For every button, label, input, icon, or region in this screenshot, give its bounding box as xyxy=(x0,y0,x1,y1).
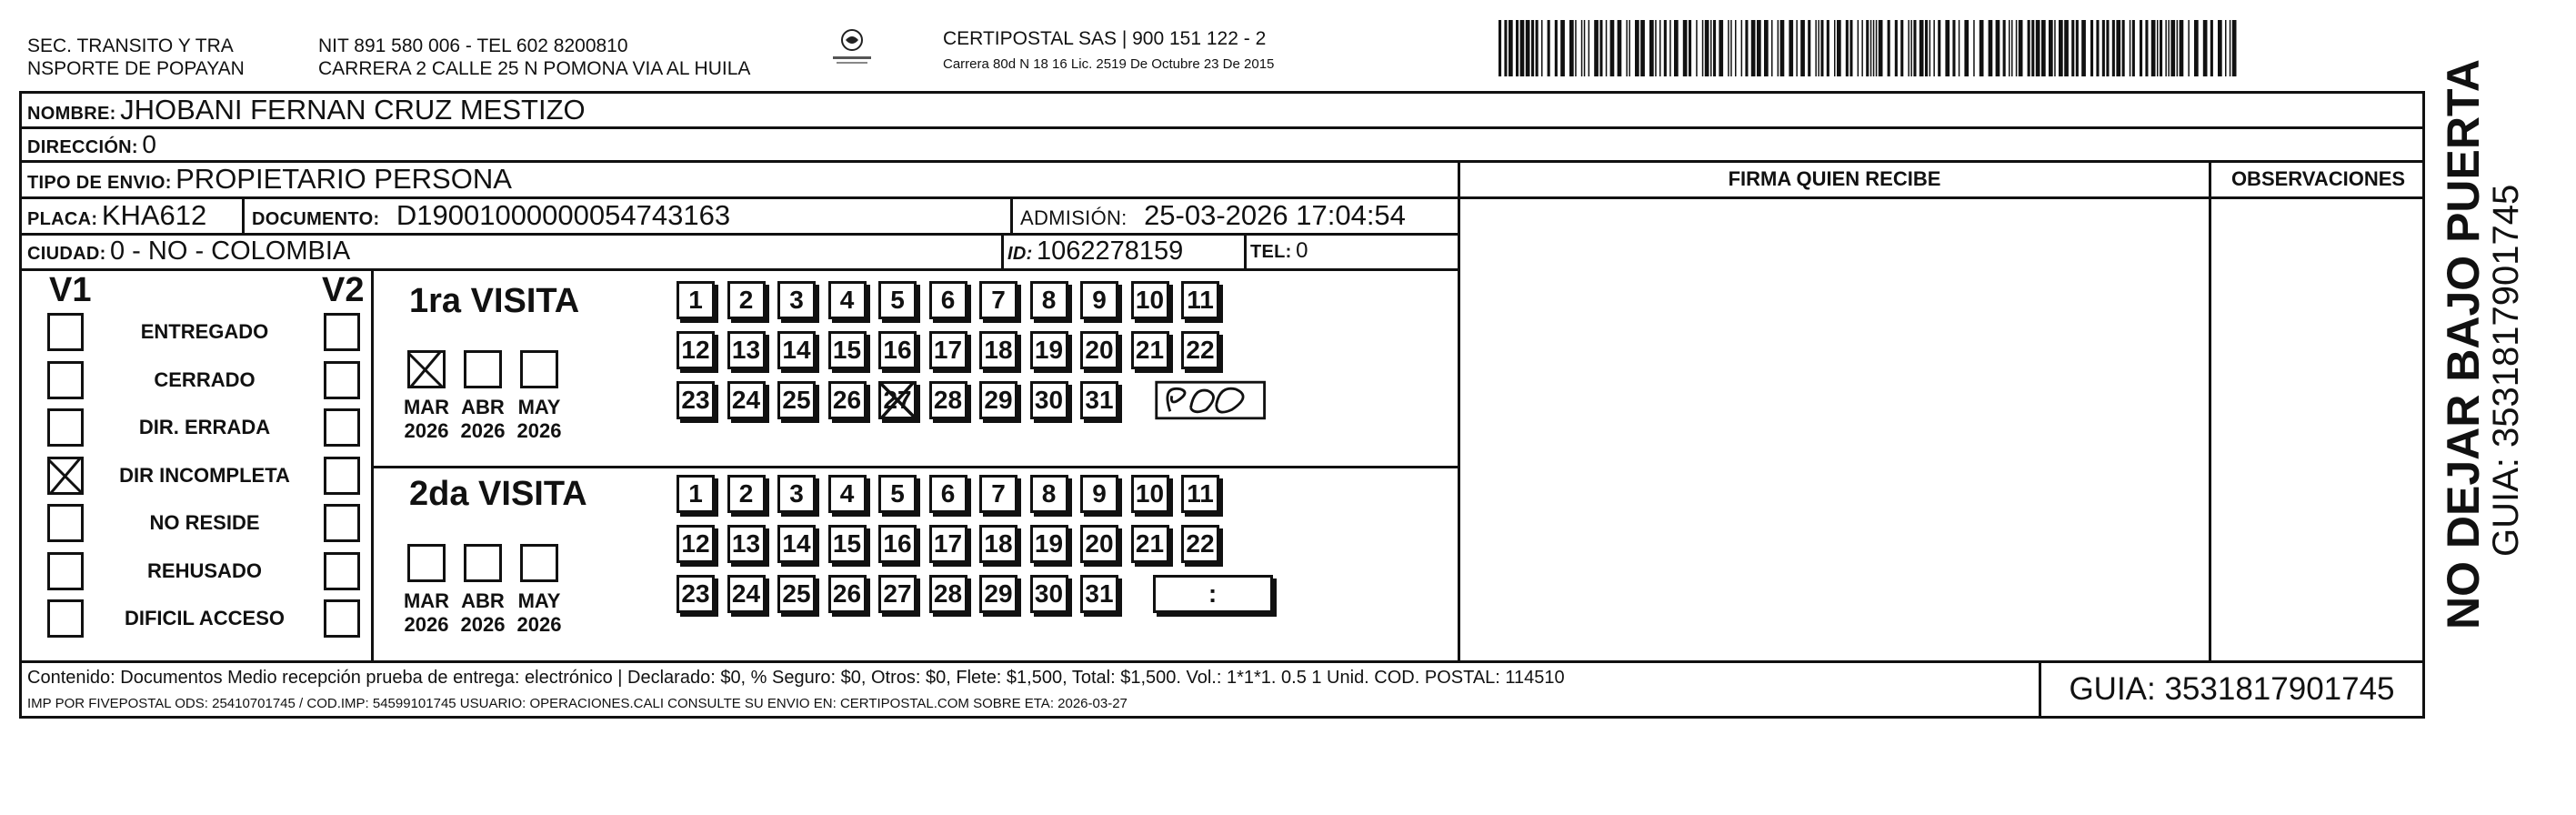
v2-checkbox-cerrado[interactable] xyxy=(324,361,360,399)
visit2-day-30[interactable]: 30 xyxy=(1030,575,1068,613)
visit1-day-16[interactable]: 16 xyxy=(878,331,917,369)
visit1-day-17[interactable]: 17 xyxy=(929,331,967,369)
barcode-bar xyxy=(1789,20,1793,76)
visit2-month-mar-checkbox[interactable] xyxy=(407,544,446,582)
barcode-bar xyxy=(2203,20,2208,76)
v1-checkbox-rehusado[interactable] xyxy=(47,552,84,590)
visit2-month-abr-label xyxy=(455,589,511,637)
status-label-entregado: ENTREGADO xyxy=(140,320,269,343)
visit2-day-26[interactable]: 26 xyxy=(828,575,867,613)
barcode-bar xyxy=(1858,20,1859,76)
visit1-month-abr-checkbox[interactable] xyxy=(464,350,502,388)
barcode-bar xyxy=(1629,20,1630,76)
barcode-bar xyxy=(1735,20,1737,76)
barcode-bar xyxy=(2225,20,2227,76)
barcode-bar xyxy=(2168,20,2170,76)
barcode-bar xyxy=(2031,20,2034,76)
barcode-bar xyxy=(1689,20,1691,76)
status-label-dir-incompleta: DIR INCOMPLETA xyxy=(119,463,290,487)
barcode-bar xyxy=(2116,20,2120,76)
ciudad-value: 0 - NO - COLOMBIA xyxy=(110,236,351,266)
visit2-day-15[interactable]: 15 xyxy=(828,525,867,563)
month-name: MAY xyxy=(517,396,561,418)
barcode-bar xyxy=(1719,20,1723,76)
barcode-bar xyxy=(1702,20,1704,76)
barcode-bar xyxy=(1713,20,1716,76)
barcode-bar xyxy=(1827,20,1829,76)
barcode-bar xyxy=(2232,20,2237,76)
barcode-bar xyxy=(1741,20,1743,76)
barcode-bar xyxy=(2071,20,2074,76)
visit2-day-14[interactable]: 14 xyxy=(777,525,816,563)
admision-label: ADMISIÓN: xyxy=(1020,206,1128,229)
visit1-day-4[interactable]: 4 xyxy=(828,281,867,319)
guia-number-box: GUIA: 3531817901745 xyxy=(2039,660,2425,719)
v1-checkbox-entregado[interactable] xyxy=(47,313,84,351)
tel-field xyxy=(1250,235,1308,270)
barcode-bar xyxy=(1879,20,1883,76)
barcode-bar xyxy=(2096,20,2099,76)
tipo-envio-value: PROPIETARIO PERSONA xyxy=(175,163,512,195)
firma-header: FIRMA QUIEN RECIBE xyxy=(1728,167,1941,190)
barcode-bar xyxy=(1560,20,1565,76)
id-label: ID: xyxy=(1007,244,1033,264)
barcode-bar xyxy=(1888,20,1890,76)
barcode-bar xyxy=(1800,20,1805,76)
visit2-day-6[interactable]: 6 xyxy=(929,475,967,513)
barcode-bar xyxy=(1730,20,1732,76)
visit1-day-10[interactable]: 10 xyxy=(1131,281,1169,319)
tel-value: 0 xyxy=(1296,238,1308,263)
v1-checkbox-dir-incompleta[interactable] xyxy=(47,457,84,495)
month-name: MAR xyxy=(403,589,450,612)
barcode-bar xyxy=(1919,20,1924,76)
visit2-day-16[interactable]: 16 xyxy=(878,525,917,563)
v2-checkbox-entregado[interactable] xyxy=(324,313,360,351)
barcode-bar xyxy=(1599,20,1602,76)
barcode-bar xyxy=(1498,20,1501,76)
visit1-day-31[interactable]: 31 xyxy=(1080,381,1118,419)
visit2-time-box[interactable]: : xyxy=(1153,575,1273,613)
barcode-bar xyxy=(2188,20,2190,76)
barcode-bar xyxy=(2003,20,2006,76)
visit2-day-9[interactable]: 9 xyxy=(1080,475,1118,513)
barcode-bar xyxy=(1635,20,1639,76)
barcode-bar xyxy=(1820,20,1823,76)
barcode-bar xyxy=(1973,20,1975,76)
visit2-day-19[interactable]: 19 xyxy=(1030,525,1068,563)
visit2-day-7[interactable]: 7 xyxy=(979,475,1017,513)
barcode-bar xyxy=(1873,20,1875,76)
barcode-bar xyxy=(2028,20,2030,76)
nombre-field xyxy=(27,94,586,132)
documento-field xyxy=(252,199,730,237)
barcode xyxy=(1498,20,2240,76)
barcode-bar xyxy=(1861,20,1862,76)
barcode-bar xyxy=(1900,20,1903,76)
barcode-bar xyxy=(1866,20,1869,76)
admision-field xyxy=(1020,199,1406,237)
barcode-bar xyxy=(2218,20,2222,76)
barcode-bar xyxy=(2102,20,2105,76)
month-name: ABR xyxy=(461,396,505,418)
visit1-month-mar-checkbox[interactable] xyxy=(407,350,446,388)
barcode-bar xyxy=(1910,20,1912,76)
barcode-bar xyxy=(2130,20,2131,76)
barcode-bar xyxy=(2036,20,2040,76)
barcode-bar xyxy=(2165,20,2167,76)
barcode-bar xyxy=(1575,20,1577,76)
visit2-day-5[interactable]: 5 xyxy=(878,475,917,513)
barcode-bar xyxy=(1796,20,1798,76)
visit2-day-22[interactable]: 22 xyxy=(1181,525,1219,563)
status-label-rehusado: REHUSADO xyxy=(147,558,262,582)
visit1-day-3[interactable]: 3 xyxy=(777,281,816,319)
visit2-day-20[interactable]: 20 xyxy=(1080,525,1118,563)
visit1-day-23[interactable]: 23 xyxy=(677,381,715,419)
sender-name xyxy=(27,35,245,80)
barcode-bar xyxy=(1541,20,1543,76)
barcode-bar xyxy=(1728,20,1729,76)
barcode-bar xyxy=(2090,20,2093,76)
barcode-bar xyxy=(2059,20,2063,76)
barcode-bar xyxy=(2145,20,2148,76)
visit1-day-30[interactable]: 30 xyxy=(1030,381,1068,419)
month-name: MAR xyxy=(403,396,450,418)
visit2-day-28[interactable]: 28 xyxy=(929,575,967,613)
barcode-bar xyxy=(1945,20,1950,76)
barcode-bar xyxy=(2049,20,2053,76)
visit2-day-13[interactable]: 13 xyxy=(727,525,766,563)
barcode-bar xyxy=(1683,20,1688,76)
footer-print-info: IMP POR FIVEPOSTAL ODS: 25410701745 / COD.IMP: 54599101745 USUARIO: OPERACIONES.CALI CONSULTE SU ENVIO EN: CERTIPOSTAL.COM SOBRE ETA: 2026-03-27 xyxy=(27,696,1128,711)
barcode-bar xyxy=(2157,20,2159,76)
visit1-title: 1ra VISITA xyxy=(409,282,580,320)
nombre-value: JHOBANI FERNAN CRUZ MESTIZO xyxy=(120,94,586,126)
barcode-bar xyxy=(2180,20,2184,76)
barcode-bar xyxy=(1771,20,1773,76)
barcode-bar xyxy=(1669,20,1671,76)
barcode-bar xyxy=(1980,20,1984,76)
placa-field xyxy=(27,199,206,237)
barcode-bar xyxy=(1778,20,1779,76)
month-year: 2026 xyxy=(516,419,562,442)
visit1-day-12[interactable]: 12 xyxy=(677,331,715,369)
no-dejar-warning: NO DEJAR BAJO PUERTA xyxy=(2438,59,2489,629)
barcode-bar xyxy=(2016,20,2018,76)
month-year: 2026 xyxy=(516,613,562,636)
barcode-bar xyxy=(1516,20,1519,76)
barcode-bar xyxy=(2177,20,2179,76)
barcode-bar xyxy=(1610,20,1615,76)
v2-label: V2 xyxy=(322,271,365,309)
ciudad-field xyxy=(27,235,350,272)
barcode-bar xyxy=(1526,20,1530,76)
v2-checkbox-rehusado[interactable] xyxy=(324,552,360,590)
barcode-bar xyxy=(2011,20,2013,76)
visit2-day-27[interactable]: 27 xyxy=(878,575,917,613)
id-value: 1062278159 xyxy=(1037,236,1184,266)
barcode-bar xyxy=(2210,20,2213,76)
barcode-bar xyxy=(2170,20,2175,76)
barcode-bar xyxy=(2041,20,2046,76)
barcode-bar xyxy=(2112,20,2115,76)
barcode-bar xyxy=(1509,20,1513,76)
v1-checkbox-cerrado[interactable] xyxy=(47,361,84,399)
admision-value: 25-03-2026 17:04:54 xyxy=(1144,199,1406,231)
barcode-bar xyxy=(1745,20,1748,76)
ciudad-label: CIUDAD: xyxy=(27,244,106,264)
barcode-bar xyxy=(2064,20,2069,76)
status-label-dir-errada: DIR. ERRADA xyxy=(138,416,271,438)
barcode-bar xyxy=(1913,20,1916,76)
barcode-bar xyxy=(1952,20,1955,76)
barcode-bar xyxy=(2140,20,2142,76)
visit2-month-may-label xyxy=(511,589,567,637)
visit2-day-4[interactable]: 4 xyxy=(828,475,867,513)
barcode-bar xyxy=(1808,20,1810,76)
visit1-day-21[interactable]: 21 xyxy=(1131,331,1169,369)
barcode-bar xyxy=(1640,20,1645,76)
barcode-bar xyxy=(1959,20,1960,76)
visit2-day-12[interactable]: 12 xyxy=(677,525,715,563)
barcode-bar xyxy=(1659,20,1661,76)
barcode-bar xyxy=(1581,20,1583,76)
visit2-month-may-checkbox[interactable] xyxy=(520,544,558,582)
v2-checkbox-dir-incompleta[interactable] xyxy=(324,457,360,495)
visit1-day-15[interactable]: 15 xyxy=(828,331,867,369)
v2-checkbox-dir-errada[interactable] xyxy=(324,408,360,447)
tipo-envio-label: TIPO DE ENVIO: xyxy=(27,173,172,193)
month-year: 2026 xyxy=(404,613,449,636)
visit1-month-may-checkbox[interactable] xyxy=(520,350,558,388)
nombre-label: NOMBRE: xyxy=(27,104,116,124)
month-name: MAY xyxy=(517,589,561,612)
v1-checkbox-dificil-acceso[interactable] xyxy=(47,599,84,638)
barcode-bar xyxy=(1938,20,1940,76)
barcode-bar xyxy=(1655,20,1657,76)
barcode-bar xyxy=(1589,20,1590,76)
status-label-no-reside: NO RESIDE xyxy=(149,511,260,534)
visit1-day-27[interactable]: 27 xyxy=(878,381,917,419)
visit1-day-28[interactable]: 28 xyxy=(929,381,967,419)
barcode-bar xyxy=(2151,20,2156,76)
barcode-bar xyxy=(1818,20,1819,76)
barcode-bar xyxy=(2132,20,2135,76)
barcode-bar xyxy=(1626,20,1628,76)
sender-line-1: SEC. TRANSITO Y TRA xyxy=(27,35,234,56)
tel-label: TEL: xyxy=(1250,242,1292,262)
barcode-bar xyxy=(1780,20,1785,76)
barcode-bar xyxy=(1876,20,1878,76)
direccion-label: DIRECCIÓN: xyxy=(27,137,138,157)
month-year: 2026 xyxy=(460,613,506,636)
visit1-day-9[interactable]: 9 xyxy=(1080,281,1118,319)
visit2-day-11[interactable]: 11 xyxy=(1181,475,1219,513)
visit2-day-21[interactable]: 21 xyxy=(1131,525,1169,563)
barcode-bar xyxy=(1649,20,1654,76)
barcode-bar xyxy=(1815,20,1817,76)
footer-contents: Contenido: Documentos Medio recepción prueba de entrega: electrónico | Declarado: $0, % Seguro: $0, Otros: $0, Flete: $1,500, Total: $1,500. Vol.: 1*1*1. 0.5 1 Unid. COD. POSTAL: 114510 xyxy=(27,668,1565,688)
visit1-day-26[interactable]: 26 xyxy=(828,381,867,419)
visit1-day-7[interactable]: 7 xyxy=(979,281,1017,319)
barcode-bar xyxy=(1757,20,1761,76)
visit1-day-8[interactable]: 8 xyxy=(1030,281,1068,319)
visit1-day-13[interactable]: 13 xyxy=(727,331,766,369)
sender-line-2: NSPORTE DE POPAYAN xyxy=(27,58,245,79)
carrier-line-1: CERTIPOSTAL SAS | 900 151 122 - 2 xyxy=(943,28,1267,49)
month-year: 2026 xyxy=(404,419,449,442)
visit2-day-17[interactable]: 17 xyxy=(929,525,967,563)
visit2-day-8[interactable]: 8 xyxy=(1030,475,1068,513)
barcode-bar xyxy=(1618,20,1622,76)
tipo-envio-field xyxy=(27,163,512,201)
barcode-bar xyxy=(2009,20,2010,76)
visit2-title: 2da VISITA xyxy=(409,475,587,513)
visit1-day-18[interactable]: 18 xyxy=(979,331,1017,369)
visit2-month-mar-label xyxy=(398,589,455,637)
visit1-day-14[interactable]: 14 xyxy=(777,331,816,369)
visit1-day-25[interactable]: 25 xyxy=(777,381,816,419)
visit2-day-31[interactable]: 31 xyxy=(1080,575,1118,613)
barcode-bar xyxy=(2122,20,2125,76)
visit1-month-mar-label xyxy=(398,396,455,443)
visit2-day-10[interactable]: 10 xyxy=(1131,475,1169,513)
barcode-bar xyxy=(1964,20,1969,76)
barcode-bar xyxy=(2230,20,2231,76)
visit1-day-20[interactable]: 20 xyxy=(1080,331,1118,369)
barcode-bar xyxy=(1504,20,1507,76)
documento-label: DOCUMENTO: xyxy=(252,209,380,229)
month-year: 2026 xyxy=(460,419,506,442)
barcode-bar xyxy=(1555,20,1558,76)
visit1-day-22[interactable]: 22 xyxy=(1181,331,1219,369)
barcode-bar xyxy=(1929,20,1931,76)
barcode-bar xyxy=(1584,20,1586,76)
barcode-bar xyxy=(2019,20,2023,76)
barcode-bar xyxy=(2194,20,2199,76)
barcode-bar xyxy=(1705,20,1709,76)
status-label-dificil-acceso: DIFICIL ACCESO xyxy=(124,607,285,629)
visit2-day-3[interactable]: 3 xyxy=(777,475,816,513)
visit1-day-5[interactable]: 5 xyxy=(878,281,917,319)
barcode-bar xyxy=(1849,20,1852,76)
barcode-bar xyxy=(1908,20,1909,76)
address-line: CARRERA 2 CALLE 25 N POMONA VIA AL HUILA xyxy=(318,58,751,79)
v1-checkbox-no-reside[interactable] xyxy=(47,504,84,542)
status-label-cerrado: CERRADO xyxy=(154,367,256,391)
visit2-day-18[interactable]: 18 xyxy=(979,525,1017,563)
barcode-bar xyxy=(1594,20,1599,76)
barcode-bar xyxy=(1751,20,1756,76)
visit2-day-1[interactable]: 1 xyxy=(677,475,715,513)
visit1-day-29[interactable]: 29 xyxy=(979,381,1017,419)
id-field xyxy=(1007,235,1183,272)
barcode-bar xyxy=(1520,20,1525,76)
visit1-day-24[interactable]: 24 xyxy=(727,381,766,419)
barcode-bar xyxy=(1664,20,1667,76)
barcode-bar xyxy=(2160,20,2162,76)
v1-label: V1 xyxy=(49,271,92,309)
visit2-month-abr-checkbox[interactable] xyxy=(464,544,502,582)
barcode-bar xyxy=(1895,20,1898,76)
barcode-bar xyxy=(1925,20,1928,76)
barcode-bar xyxy=(2106,20,2109,76)
visit1-day-6[interactable]: 6 xyxy=(929,281,967,319)
carrier-line-2: Carrera 80d N 18 16 Lic. 2519 De Octubre 23 De 2015 xyxy=(943,56,1275,72)
visit2-day-23[interactable]: 23 xyxy=(677,575,715,613)
v2-checkbox-no-reside[interactable] xyxy=(324,504,360,542)
visit2-day-24[interactable]: 24 xyxy=(727,575,766,613)
barcode-bar xyxy=(1606,20,1608,76)
visit1-day-19[interactable]: 19 xyxy=(1030,331,1068,369)
barcode-bar xyxy=(1674,20,1679,76)
carrier-logo-icon xyxy=(827,27,877,73)
barcode-bar xyxy=(2081,20,2086,76)
placa-label: PLACA: xyxy=(27,209,98,229)
visit1-day-1[interactable]: 1 xyxy=(677,281,715,319)
barcode-bar xyxy=(1989,20,1993,76)
v1-checkbox-dir-errada[interactable] xyxy=(47,408,84,447)
month-name: ABR xyxy=(461,589,505,612)
visit2-day-25[interactable]: 25 xyxy=(777,575,816,613)
placa-value: KHA612 xyxy=(101,199,207,231)
barcode-bar xyxy=(2076,20,2079,76)
barcode-bar xyxy=(1536,20,1539,76)
documento-value: D19001000000054743163 xyxy=(396,199,731,231)
nit-line: NIT 891 580 006 - TEL 602 8200810 xyxy=(318,35,628,56)
visit1-day-11[interactable]: 11 xyxy=(1181,281,1219,319)
barcode-bar xyxy=(1933,20,1935,76)
barcode-bar xyxy=(1764,20,1769,76)
visit1-time-box[interactable] xyxy=(1153,381,1273,419)
side-guia: GUIA: 3531817901745 xyxy=(2486,184,2526,557)
barcode-bar xyxy=(1870,20,1872,76)
direccion-value: 0 xyxy=(142,130,156,158)
visit1-day-2[interactable]: 2 xyxy=(727,281,766,319)
visit1-month-abr-label xyxy=(455,396,511,443)
visit1-month-may-label xyxy=(511,396,567,443)
observaciones-header: OBSERVACIONES xyxy=(2230,167,2406,190)
visit2-day-29[interactable]: 29 xyxy=(979,575,1017,613)
barcode-bar xyxy=(2054,20,2056,76)
visit2-day-2[interactable]: 2 xyxy=(727,475,766,513)
sender-contact xyxy=(318,35,750,80)
barcode-bar xyxy=(1531,20,1534,76)
barcode-bar xyxy=(1548,20,1550,76)
barcode-bar xyxy=(1834,20,1836,76)
barcode-bar xyxy=(1996,20,2000,76)
barcode-bar xyxy=(1837,20,1841,76)
barcode-bar xyxy=(1846,20,1849,76)
direccion-field xyxy=(27,128,156,166)
barcode-bar xyxy=(1710,20,1712,76)
barcode-bar xyxy=(1569,20,1574,76)
v2-checkbox-dificil-acceso[interactable] xyxy=(324,599,360,638)
barcode-bar xyxy=(1696,20,1698,76)
